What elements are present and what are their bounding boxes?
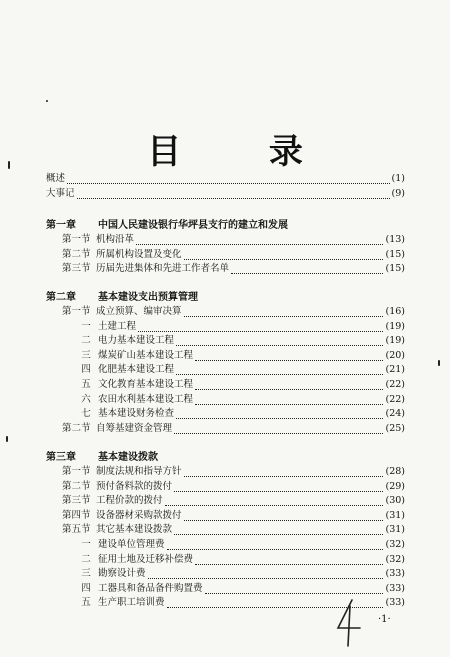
toc-subitem <box>74 393 405 406</box>
toc-item-label: 勘察设计费 <box>98 568 146 580</box>
scan-speck <box>438 360 440 366</box>
toc-item-label: 化肥基本建设工程 <box>98 364 175 376</box>
toc-subitem <box>74 582 405 595</box>
toc-item-page: (30) <box>385 495 405 507</box>
dot-leader <box>205 585 384 594</box>
chapter-title: 中国人民建设银行华坪县支行的建立和发展 <box>98 220 288 231</box>
dot-leader <box>136 236 383 245</box>
toc-item-label: 预付备料款的拨付 <box>96 480 173 492</box>
toc-item-number: 第一节 <box>62 466 91 477</box>
toc-item-label: 所属机构设置及变化 <box>96 248 182 260</box>
toc-item-page: (32) <box>385 539 405 550</box>
dot-leader <box>174 526 383 535</box>
toc-subitem <box>74 553 405 566</box>
dot-leader <box>138 323 383 332</box>
toc-item-number: 第二节 <box>62 480 91 492</box>
toc-subitem <box>74 407 405 420</box>
toc-item-label: 工程价款的拨付 <box>96 495 163 507</box>
dot-leader <box>231 265 383 274</box>
toc-item-page: (22) <box>385 379 405 390</box>
dot-leader <box>165 497 384 506</box>
toc-item <box>62 248 405 261</box>
toc-item <box>62 422 405 435</box>
page-number: ·1· <box>378 614 391 625</box>
toc-subitem <box>74 378 405 391</box>
chapter-number: 第一章 <box>46 220 76 231</box>
dot-leader <box>195 381 383 390</box>
toc-item-page: (24) <box>385 408 405 420</box>
toc-item-label: 工器具和备品备件购置费 <box>98 582 203 594</box>
dot-leader <box>176 366 383 375</box>
chapter-number: 第三章 <box>46 452 76 463</box>
dot-leader <box>184 308 384 317</box>
toc-item-number: 第一节 <box>62 306 91 317</box>
toc-item-label: 其它基本建设拨款 <box>96 524 173 536</box>
dot-leader <box>148 570 384 579</box>
page-title: 目 录 <box>147 132 341 172</box>
toc-item-number: 第二节 <box>62 248 91 260</box>
toc-item-number: 四 <box>81 364 91 376</box>
toc-item-label: 自筹基建资金管理 <box>96 422 173 434</box>
toc-item <box>62 465 405 478</box>
toc-item-page: (15) <box>385 248 405 260</box>
chapter-heading <box>46 451 158 465</box>
toc-item-page: (32) <box>385 553 405 565</box>
toc-item-label: 煤炭矿山基本建设工程 <box>98 349 194 361</box>
toc-item-number: 三 <box>81 568 91 580</box>
dot-leader <box>174 425 383 434</box>
toc-item-number: 第二节 <box>62 422 91 434</box>
dot-leader <box>184 251 384 260</box>
dot-leader <box>195 352 383 361</box>
chapter-title: 基本建设拨款 <box>98 452 158 463</box>
dot-leader <box>184 512 384 521</box>
toc-item-page: (22) <box>385 393 405 405</box>
dot-leader <box>195 556 383 565</box>
toc-subitem <box>74 320 405 333</box>
toc-item-page: (28) <box>385 466 405 477</box>
toc-item-number: 七 <box>81 408 91 420</box>
toc-item-page: (29) <box>385 480 405 492</box>
chapter-heading <box>46 291 198 305</box>
toc-item-page: (1) <box>391 173 405 184</box>
dot-leader <box>67 175 390 184</box>
toc-item-number: 第四节 <box>62 509 91 521</box>
toc-item <box>62 480 405 493</box>
toc-item-page: (33) <box>385 597 405 609</box>
scan-speck <box>6 436 8 442</box>
toc-item-number: 第五节 <box>62 524 91 536</box>
toc-item-page: (20) <box>385 349 405 361</box>
toc-item-label: 概述 <box>46 173 66 184</box>
toc-item-page: (19) <box>385 320 405 332</box>
dot-leader <box>184 468 384 477</box>
toc-item-label: 农田水利基本建设工程 <box>98 393 194 405</box>
toc-item-number: 二 <box>81 553 91 565</box>
toc-item-number: 第一节 <box>62 234 91 245</box>
dot-leader <box>77 190 390 199</box>
toc-item-page: (9) <box>391 188 405 199</box>
toc-item <box>46 172 405 185</box>
toc-item-page: (16) <box>385 306 405 317</box>
chapter-heading <box>46 219 288 233</box>
toc-item-label: 基本建设财务检查 <box>98 408 175 420</box>
toc-item-page: (33) <box>385 582 405 594</box>
toc-subitem <box>74 349 405 362</box>
chapter-number: 第二章 <box>46 292 76 303</box>
toc-item <box>62 523 405 536</box>
toc-item-label: 成立预算、编审决算 <box>96 306 182 317</box>
toc-item-number: 五 <box>81 379 91 390</box>
toc-item-number: 二 <box>81 335 91 347</box>
toc-item-label: 文化教育基本建设工程 <box>98 379 194 390</box>
dot-leader <box>176 410 383 419</box>
toc-item <box>62 494 405 507</box>
toc-item-page: (13) <box>385 234 405 245</box>
toc-item-page: (31) <box>385 509 405 521</box>
toc-item-label: 建设单位管理费 <box>98 539 165 550</box>
toc-item-label: 制度法规和指导方针 <box>96 466 182 477</box>
scan-speck <box>46 100 48 102</box>
dot-leader <box>176 337 383 346</box>
toc-item-page: (15) <box>385 263 405 275</box>
toc-subitem <box>74 363 405 376</box>
toc-item <box>46 187 405 200</box>
toc-item-number: 一 <box>81 320 91 332</box>
toc-item-label: 机构沿革 <box>96 234 135 245</box>
toc-item-number: 第三节 <box>62 495 91 507</box>
toc-item-number: 五 <box>81 597 91 609</box>
toc-item-label: 生产职工培训费 <box>98 597 165 609</box>
toc-item-page: (25) <box>385 422 405 434</box>
toc-item <box>62 233 405 246</box>
toc-item-label: 土建工程 <box>98 320 137 332</box>
toc-item <box>62 262 405 275</box>
toc-subitem <box>74 567 405 580</box>
toc-item-label: 历届先进集体和先进工作者名单 <box>96 263 230 275</box>
toc-item <box>62 305 405 318</box>
toc-item-page: (19) <box>385 335 405 347</box>
toc-item-number: 六 <box>81 393 91 405</box>
scan-speck <box>8 161 10 169</box>
toc-item-label: 大事记 <box>46 188 75 199</box>
toc-item-page: (21) <box>385 364 405 376</box>
toc-item <box>62 509 405 522</box>
toc-item-number: 四 <box>81 582 91 594</box>
toc-subitem <box>74 538 405 551</box>
toc-item-label: 征用土地及迁移补偿费 <box>98 553 194 565</box>
toc-item-number: 一 <box>81 539 91 550</box>
dot-leader <box>167 541 384 550</box>
toc-item-label: 设备器材采购款拨付 <box>96 509 182 521</box>
handwritten-number-mark <box>330 598 364 648</box>
toc-subitem <box>74 334 405 347</box>
toc-item-page: (31) <box>385 524 405 536</box>
chapter-title: 基本建设支出预算管理 <box>98 292 198 303</box>
toc-item-label: 电力基本建设工程 <box>98 335 175 347</box>
toc-item-number: 三 <box>81 349 91 361</box>
dot-leader <box>174 483 383 492</box>
dot-leader <box>195 396 383 405</box>
toc-item-page: (33) <box>385 568 405 580</box>
toc-item-number: 第三节 <box>62 263 91 275</box>
